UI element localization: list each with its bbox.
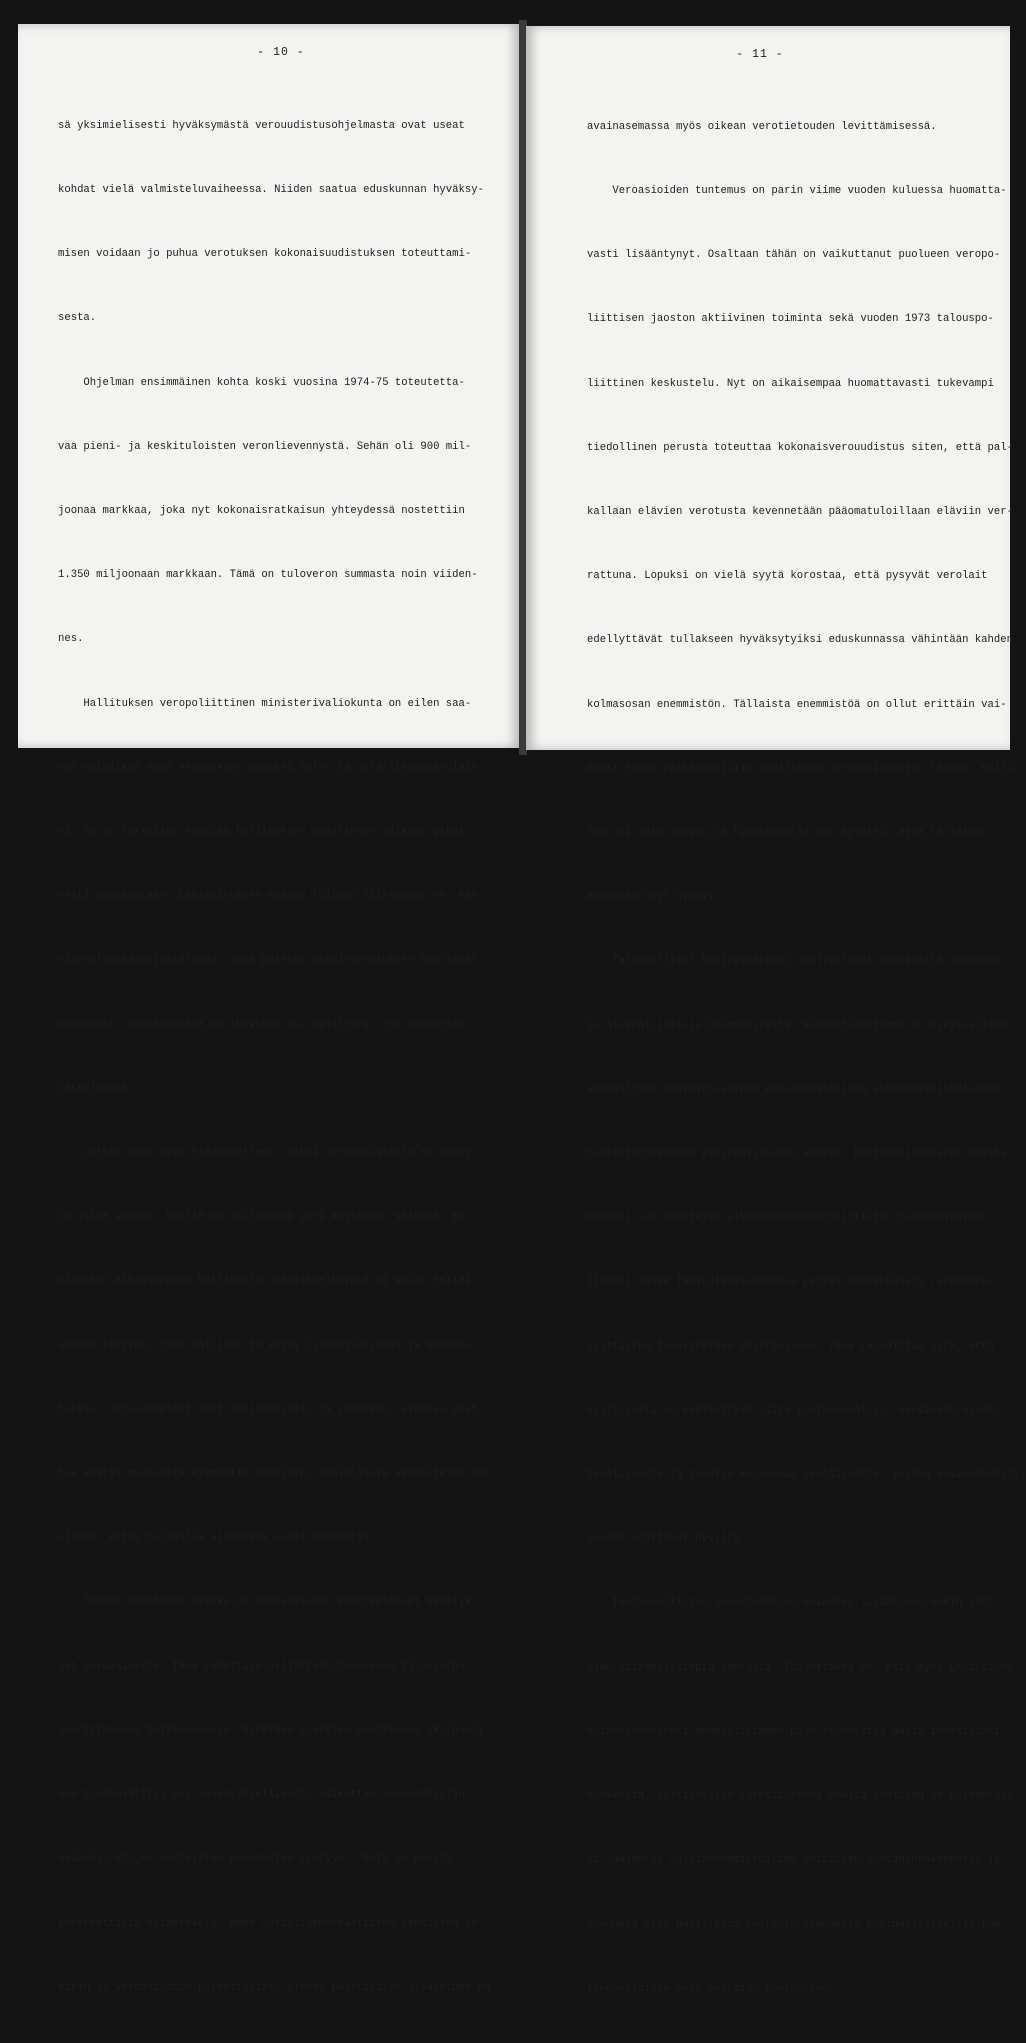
text-line: teollisuutta ja tuontia korvaavaa teollisuutta, joiden kasvumahdolli- [587,1469,1026,1482]
text-line: vikin ja veroasioihin käytettävissä olevan palstatilan lisääminen on [58,1981,491,1994]
text-line: elinkeinosektori mahdollisimman pian käynnistää uusia investointi- [587,1725,1007,1738]
text-line: liittisen jaoston aktiivinen toiminta sekä vuoden 1973 talouspo- [587,313,994,326]
text-line: sesti eduskuntaan. Lakiesityksen mukaan tullaan siirtymään ns. kak- [58,890,484,903]
text-line: Toinen käytännön seikka on kansalaisten puutteelliset käsityk- [58,1596,478,1609]
text-line: vitaan, ettei toisaalla aiheuteta uusia epäkohtia. [58,1532,376,1545]
text-line: tuotantorakenteen yksipuolisuuden vuoksi. Haittavaikutusten poista- [587,1148,1013,1161]
text-line: nen tiedonvälitys voi menestyksellisesti vaikuttaa veronmaksajan [58,1789,465,1802]
text-line: konkreettisia esimerkkejä. Oman sosialidemokraattisen lehdistön le- [58,1917,484,1930]
text-line: sinnäkin aikaisempien hallitusten valmistelutyötä ei voitu sellai- [58,1275,478,1288]
text-line: misen voidaan jo puhua verotuksen kokonaisuudistuksen toteuttami- [58,248,472,261]
text-line: si. Se on tarkoitus saattaa hallituksen käsittelyn jälkeen pikai- [58,826,472,839]
text-line: kolmasosan enemmistön. Tällaista enemmistöä on ollut erittäin vai- [587,698,1007,711]
text-line: ti laajentaa valtioenemmistöisten yhtiöiden tuotantorakennetta ja [587,1854,1001,1867]
text-line: liittinen keskustelu. Nyt on aikaisempaa huomattavasti tukevampi [587,377,994,390]
text-line: vasti lisääntynyt. Osaltaan tähän on vaikuttanut puolueen veropo- [587,249,1001,262]
text-line: tiedollinen perusta toteuttaa kokonaisverouudistus siten, että pal- [587,441,1013,454]
text-line: hankkeita. Valtiovallan tarkoituksena omalta osaltaan on voimakkaas- [587,1790,1020,1803]
text-line: vaa pieni- ja keskituloisten veronlievennystä. Sehän oli 900 mil- [58,440,472,453]
text-line: miseksi suoritettujen ulkomaankauppapoliittisten toimenpiteiden [587,1212,988,1225]
text-line: tannonaloille sekä energian tuotantoon. [587,1982,835,1995]
right-page [526,26,1026,1995]
text-line: jo viime vuonna. Näille on esitettävä pari käytännön seikkaa. En- [58,1211,472,1224]
left-page-text [58,73,497,2042]
text-line: sä yksimielisesti hyväksymästä verouudistusohjelmasta ovat useat [58,119,465,132]
text-line: Veroasioiden tuntemus on parin viime vuoden kuluessa huomatta- [587,185,1007,198]
text-line: kohdat vielä valmisteluvaiheessa. Niiden saatua eduskunnan hyväksy- [58,184,484,197]
text-line: rattuna. Lopuksi on vielä syytä korostaa, että pysyvät verolait [587,570,988,583]
text-line: senaan käyttää. Tämä hallitus tarvitsi lisäselvityksiä ja koevero- [58,1339,478,1352]
text-line: erityisesti on kehitettävä niitä tuotannonaloja, varsinkin vienti- [587,1404,1007,1417]
text-line: lisäksi tulee lähitulevaisuudessa pyrkiä ponnekkaasti rakennepo- [587,1276,994,1289]
text-line: vaarallisen haavoittuvainen kansainvälisissä suhdannevaihteluissa [587,1083,1001,1096]
text-line: enemmistö nyt syntyy. [587,891,721,904]
right-page-text [587,74,1026,2043]
text-line: Tuotannollisten investointien voimakas lisääminen onkin lähi- [587,1597,1001,1610]
text-line: Jotkut ovat myös tiedustelleet, miksi verouudistusta ei tehty [58,1147,472,1160]
text-line: omienkin etujen vastaisten uskomusten syntyyn. Tästä on useita [58,1853,453,1866]
text-line: taa vaatia muutoksia kymmeniin lakeihin. Huolellista valmistelua tar- [58,1468,497,1481]
text-line: siveroluokkajärjestelmään, joka poistaa yhteisverotuksen suurimmat [58,954,478,967]
text-line: jestelmästä. [58,1082,135,1095]
text-line: ja aluepoliittisia toimenpiteitä. Kansantaloutemme on nykyisellään [587,1019,1007,1032]
text-line: edellyttävät tullakseen hyväksytyiksi eduskunnassa vähintään kahden [587,634,1013,647]
text-line: epäkohdat. Ehdotuksessa on luovuttu ns. splitting- eli tasausjär- [58,1018,472,1031]
text-line: Hallituksen veropoliittinen ministerivaliokunta on eilen saa- [58,697,472,710]
text-line: set veroasioista. Tämä todettiin hiljattain Tampereen Yliopiston [58,1660,465,1673]
text-line: avainasemassa myös oikean verotietouden levittämisessä. [587,120,937,133]
right-page-number: - 11 - [736,48,784,61]
text-line: 1.350 miljoonaan markkaan. Tämä on tuloveron summasta noin viiden- [58,569,478,582]
text-line: nes. [58,633,84,646]
text-line: Ohjelman ensimmäinen kohta koski vuosina 1974-75 toteutetta- [58,376,465,389]
left-page [18,24,520,1994]
text-line: suudet näyttävät hyviltä. [587,1533,746,1546]
text-line: ajan kiireellisimpiä tehtäviä. Toivottavaa on, että myös yksityinen [587,1661,1013,1674]
text-line: tus voi vain toivoa ja työskennellä sen hyväksi, että tällainen [587,827,988,840]
text-line: kallaan elävien verotusta kevennetään pääomatuloillaan eläviin ver- [587,506,1013,519]
text-line: suunnata sitä uusillekin tuotantorakennetta monipuolistaville tuo- [587,1918,1007,1931]
text-line: joonaa markkaa, joka nyt kokonaisratkaisun yhteydessä nostettiin [58,505,465,518]
text-line: liittisten tavoitteiden edistämiseen. Tämä tarkoittaa sitä, että [587,1340,994,1353]
text-line: suorittamassa tutkimuksessa. Oikeiden tietojen puuttuessa yksipuoli- [58,1724,491,1737]
text-line: sesta. [58,312,97,325]
text-line: tuksia. Vero-ongelmat ovat monitahoisia, ja yhdenkin ratkaisu saat- [58,1403,484,1416]
text-line: Taloudelliset kehitysnäkymät edellyttävät tehokkaita suhdanne- [587,955,1007,968]
text-line: keata saada palkansaajille edullisten verouudistusten taakse. Halli- [587,762,1020,775]
left-page-number: - 10 - [257,46,305,59]
text-line: nut valmiiksi myös ehdotuksen uudeksi tulo- ja varallisuusverolaik- [58,761,484,774]
